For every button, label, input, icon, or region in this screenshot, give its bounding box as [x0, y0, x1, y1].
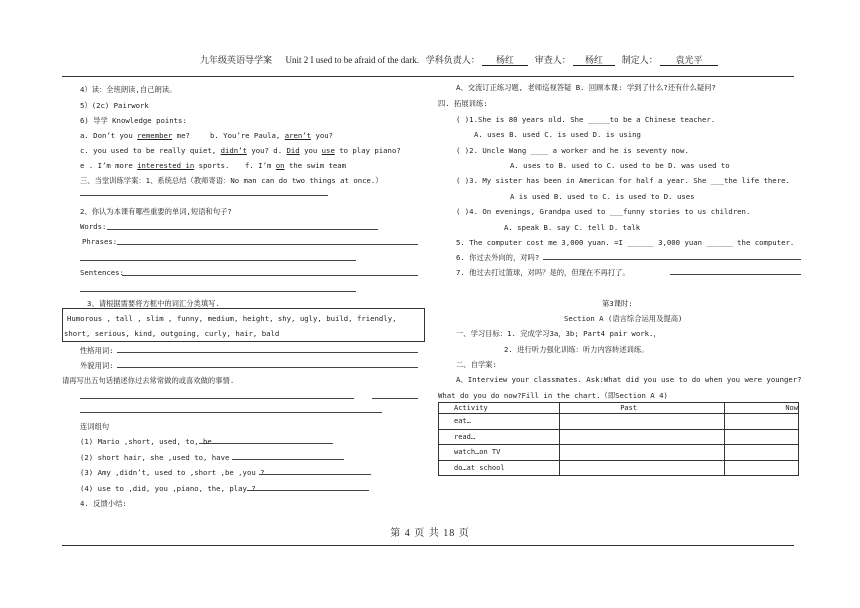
question-6-line[interactable]: [543, 259, 801, 260]
word-order-3-line[interactable]: [259, 474, 371, 475]
word-order-1-line[interactable]: [199, 443, 333, 444]
table-row: [439, 445, 799, 461]
step-knowledge: 6) 导学 Knowledge points:: [80, 116, 187, 125]
now-cell[interactable]: [725, 429, 799, 445]
maker-person: 袁光平: [660, 55, 718, 66]
question-3: 3、请根据需要将方框中的词汇分类填写.: [87, 299, 220, 308]
col-activity: Activity: [439, 403, 560, 414]
question-5: 5. The computer cost me 3,000 yuan. =I ______ 3,000 yuan ______ the computer.: [456, 238, 795, 247]
personality-label: 性格用词:: [80, 346, 114, 355]
point-f: f. I’m on the swim team: [245, 161, 347, 170]
describe-line-2[interactable]: [372, 398, 418, 399]
activity-cell: do…at school: [439, 460, 560, 476]
section-title: Section A (语言综合运用及提高): [564, 314, 683, 323]
mc-options-4: A. speak B. say C. tell D. talk: [504, 223, 641, 232]
question-7: 7. 他过去打过篮球，对吗？是的，但现在不再打了。: [456, 268, 630, 277]
appearance-line[interactable]: [117, 367, 418, 368]
now-cell[interactable]: [725, 460, 799, 476]
mc-question-3: ( )3. My sister has been in American for half a year. She ___the life there.: [456, 176, 790, 185]
word-order-3: (3) Amy ,didn’t, used to ,short ,be ,you ?: [80, 468, 265, 477]
phrases-line[interactable]: [117, 244, 418, 245]
phrases-line-2[interactable]: [80, 260, 356, 261]
point-a: a. Don’t you remember me?: [80, 131, 190, 140]
now-cell[interactable]: [725, 445, 799, 461]
feedback-summary: 4. 反馈小结:: [80, 499, 127, 508]
col-past: Past: [560, 403, 725, 414]
personality-line[interactable]: [117, 352, 418, 353]
maker-label: 制定人：: [621, 55, 658, 65]
activity-cell: read…: [439, 429, 560, 445]
past-cell[interactable]: [560, 445, 725, 461]
vocab-line-1: Humorous , tall , slim , funny, medium, height, shy, ugly, build, friendly,: [67, 314, 397, 323]
step-pairwork: 5）(2c) Pairwork: [80, 101, 149, 110]
question-7-line[interactable]: [670, 274, 801, 275]
words-label: Words:: [80, 222, 107, 231]
point-e: e . I’m more interested in sports.: [80, 161, 230, 170]
interview-instruction: A、Interview your classmates. Ask:What did you use to do when you were younger?: [456, 375, 802, 384]
page-header: [200, 53, 718, 66]
mc-options-1: A. uses B. used C. is used D. is using: [474, 130, 641, 139]
mc-question-2: ( )2. Uncle Wang ____ a worker and he is seventy now.: [456, 146, 689, 155]
vocab-line-2: short, serious, kind, outgoing, curly, hair, bald: [64, 329, 280, 338]
table-row: [439, 460, 799, 476]
describe-line-3[interactable]: [80, 412, 382, 413]
point-c-d: c. you used to be really quiet, didn’t you? d. Did you use to play piano?: [80, 146, 401, 155]
self-study: 二、自学案:: [456, 360, 497, 369]
phrases-label: Phrases:: [82, 237, 118, 246]
describe-line-1[interactable]: [80, 398, 354, 399]
unit-title: Unit 2 I used to be afraid of the dark.: [285, 55, 419, 65]
word-order-4-line[interactable]: [247, 490, 369, 491]
now-cell[interactable]: [725, 414, 799, 430]
word-order-4: (4) use to ,did, you ,piano, the, play ?: [80, 484, 256, 493]
doc-title: 九年级英语导学案: [200, 55, 273, 65]
table-header-row: [439, 403, 799, 414]
interview-instruction-2: What do you do now?Fill in the chart.（即Section A 4): [438, 391, 668, 400]
past-cell[interactable]: [560, 429, 725, 445]
mc-question-4: ( )4. On evenings, Grandpa used to ___funny stories to us children.: [456, 207, 751, 216]
question-2: 2、你认为本课有哪些重要的单词,短语和句子?: [80, 207, 232, 216]
subject-person: 杨红: [482, 55, 528, 66]
step-read: 4）读：全班朗读,自己朗读。: [80, 85, 177, 94]
vocabulary-box: [62, 308, 425, 342]
question-6: 6. 你过去外向的，对吗?: [456, 253, 540, 262]
footer-rule: [62, 545, 794, 546]
activity-cell: eat…: [439, 414, 560, 430]
subject-label: 学科负责人：: [425, 55, 480, 65]
section-4: 四. 拓展训练:: [438, 99, 488, 108]
word-order-title: 连词组句: [80, 422, 110, 431]
lesson-number: 第3课时:: [602, 299, 633, 308]
mc-options-3: A is used B. used to C. is used to D. uses: [510, 192, 695, 201]
activity-cell: watch…on TV: [439, 445, 560, 461]
appearance-label: 外貌用词:: [80, 361, 114, 370]
table-row: [439, 414, 799, 430]
check-person: 杨红: [573, 55, 615, 66]
activity-table: [438, 402, 799, 476]
mc-options-2: A. uses to B. used to C. used to be D. was used to: [510, 161, 730, 170]
page-number: 第 4 页 共 18 页: [390, 528, 470, 539]
mc-question-1: ( )1.She is 80 years old. She _____to be a Chinese teacher.: [456, 115, 716, 124]
sentences-label: Sentences:: [80, 268, 124, 277]
past-cell[interactable]: [560, 414, 725, 430]
col-now: Now: [725, 403, 799, 414]
word-order-1: (1) Mario ,short, used, to, be: [80, 437, 212, 446]
learning-goals: 一、学习目标：1. 完成学习3a，3b; Part4 pair work.，: [456, 329, 661, 338]
section-3: 三、当堂训练学案：1、系统总结（教师寄语：No man can do two things at once.）: [80, 176, 383, 185]
header-rule: [62, 76, 794, 77]
past-cell[interactable]: [560, 460, 725, 476]
learning-goals-2: 2. 进行听力强化训练：听力内容转述训练。: [504, 345, 649, 354]
step-exchange: A、交流订正练习题, 老师巡视答疑 B. 回顾本课: 学到了什么?还有什么疑问?: [456, 83, 716, 92]
point-b: b. You’re Paula, aren’t you?: [210, 131, 334, 140]
word-order-2-line[interactable]: [232, 459, 344, 460]
sentences-line[interactable]: [122, 275, 418, 276]
sentences-line-2[interactable]: [80, 291, 356, 292]
words-line[interactable]: [107, 229, 378, 230]
check-label: 审查人：: [534, 55, 571, 65]
answer-line[interactable]: [80, 195, 328, 196]
question-4: 请再写出五句话描述你过去常常做的或喜欢做的事情.: [62, 376, 235, 385]
table-row: [439, 429, 799, 445]
word-order-2: (2) short hair, she ,used to, have: [80, 453, 230, 462]
